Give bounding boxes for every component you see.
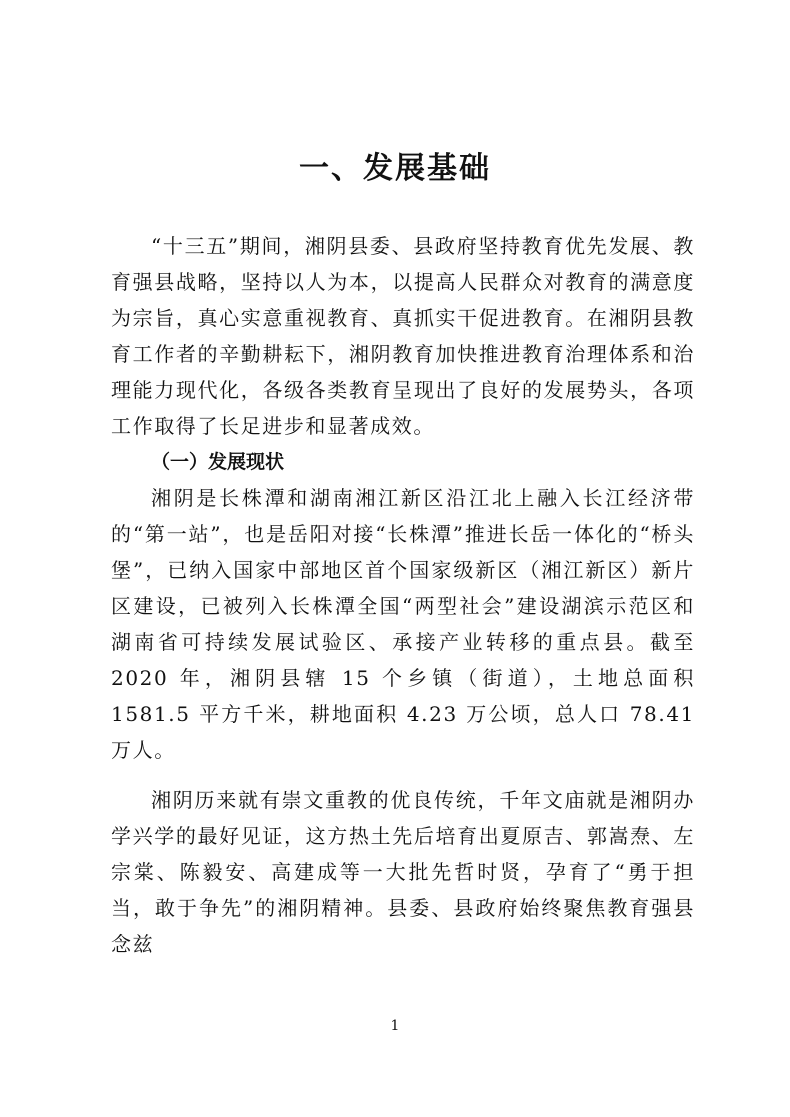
page-title: 一、发展基础 — [299, 151, 491, 186]
document-body — [111, 228, 695, 962]
status-paragraph: 湘阴是长株潭和湖南湘江新区沿江北上融入长江经济带的“第一站”，也是岳阳对接“长株潭”推进长岳一体化的“桥头堡”，已纳入国家中部地区首个国家级新区（湘江新区）新片区建设，已被列入长株潭全国“两型社会”建设湖滨示范区和湖南省可持续发展试验区、承接产业转移的重点县。截至 2020 年，湘阴县辖 15 个乡镇（街道），土地总面积 1581.5 平方千米，耕地面积 4.23 万公顷，总人口 78.41 万人。 — [111, 486, 695, 762]
tradition-paragraph: 湘阴历来就有崇文重教的优良传统，千年文庙就是湘阴办学兴学的最好见证，这方热土先后培育出夏原吉、郭嵩焘、左宗棠、陈毅安、高建成等一大批先哲时贤，孕育了“勇于担当，敢于争先”的湘阴精神。县委、县政府始终聚焦教育强县念兹 — [111, 788, 695, 956]
page-number: 1 — [390, 1018, 400, 1034]
section-heading: （一）发展现状 — [151, 451, 285, 473]
intro-paragraph: “十三五”期间，湘阴县委、县政府坚持教育优先发展、教育强县战略，坚持以人为本，以提高人民群众对教育的满意度为宗旨，真心实意重视教育、真抓实干促进教育。在湘阴县教育工作者的辛勤耕耘下，湘阴教育加快推进教育治理体系和治理能力现代化，各级各类教育呈现出了良好的发展势头，各项工作取得了长足进步和显著成效。 — [111, 234, 695, 438]
